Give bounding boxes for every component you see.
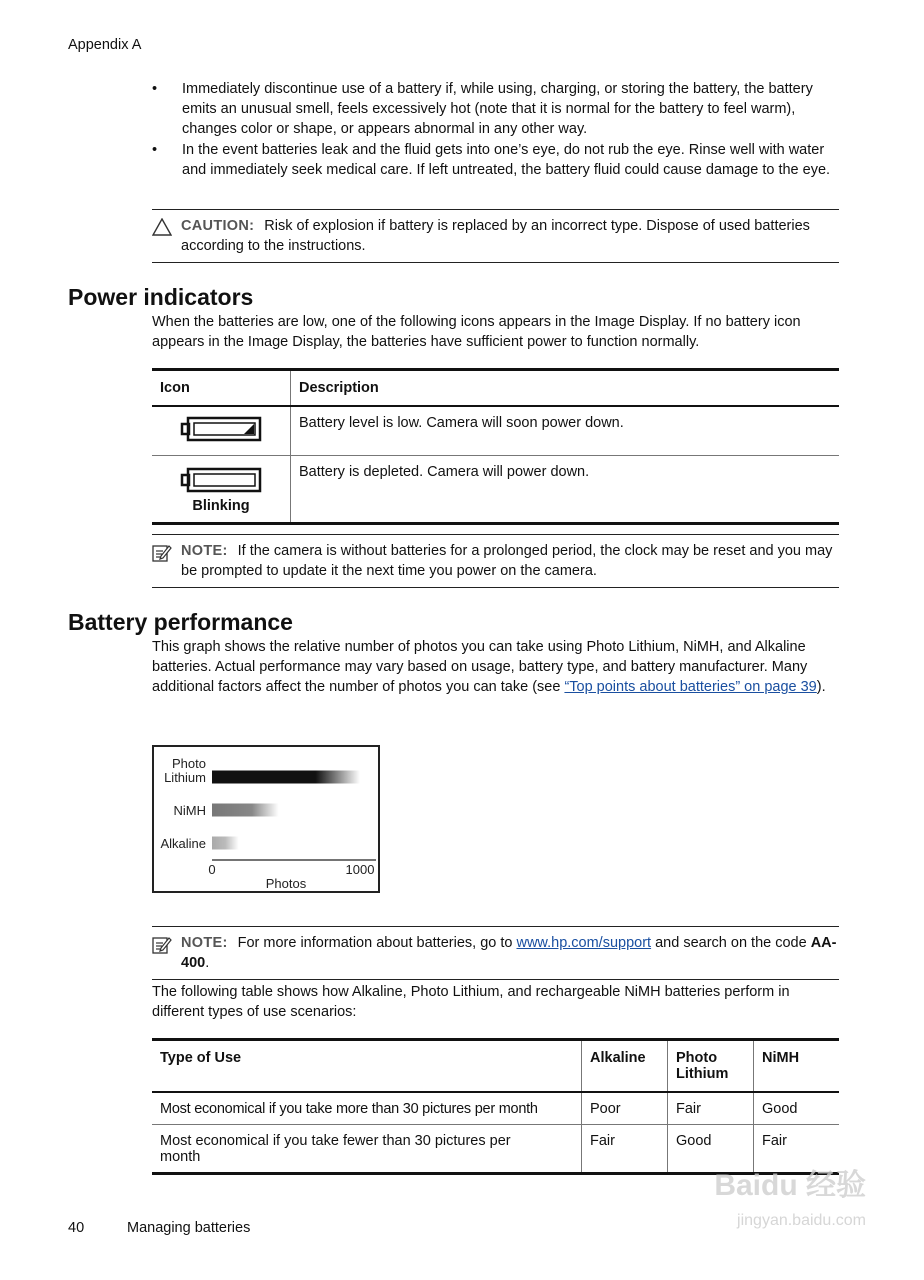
chart-tick-label: 0 — [208, 862, 216, 877]
table-row: Most economical if you take fewer than 30 pictures per month Fair Good Fair — [152, 1125, 839, 1174]
divider — [152, 209, 839, 210]
table-header: Type of Use — [152, 1040, 582, 1092]
battery-performance-chart — [152, 745, 380, 893]
divider — [152, 262, 839, 263]
bullet-dot-icon: • — [152, 81, 158, 97]
blinking-caption: Blinking — [192, 498, 250, 514]
note-label: NOTE: — [181, 543, 228, 559]
table-row — [152, 406, 839, 456]
battery-low-icon — [180, 431, 262, 447]
watermark-logo: Baidu 经验 — [714, 1169, 866, 1202]
battery-usage-table — [152, 1038, 839, 1175]
table-cell: Battery is depleted. Camera will power down. — [291, 456, 840, 524]
table-header: Photo Lithium — [668, 1040, 754, 1092]
note-label: NOTE: — [181, 935, 228, 951]
note-box: NOTE: For more information about batteries, go to www.hp.com/support and search on the code AA-400. — [152, 933, 842, 973]
support-code: AA-400 — [181, 935, 837, 971]
running-header: Appendix A — [68, 37, 142, 53]
chart-tick-label: 1000 — [345, 862, 375, 877]
caution-text: Risk of explosion if battery is replaced by an incorrect type. Dispose of used batteries according to the instructions. — [181, 218, 810, 254]
table-intro: The following table shows how Alkaline, Photo Lithium, and rechargeable NiMH batteries perform in different types of use scenarios: — [152, 984, 790, 1020]
divider — [152, 587, 839, 588]
chart-category-label: Lithium — [164, 770, 206, 785]
section-heading-performance: Battery performance — [68, 609, 293, 635]
table-header: Alkaline — [582, 1040, 668, 1092]
chart-category-label: Photo — [172, 756, 206, 771]
table-header: Description — [291, 370, 840, 407]
chart-bar-photo-lithium — [212, 771, 360, 784]
list-item: • In the event batteries leak and the fluid gets into one’s eye, do not rub the eye. Rinse well with water and immediately seek medical care. If left untreated, the battery fluid could cause damage to the eye. — [152, 142, 831, 178]
performance-intro: This graph shows the relative number of photos you can take using Photo Lithium, NiMH, and Alkaline batteries. Actual performance may vary based on usage, battery type, and battery manufacturer. Many additional factors affect the number of photos you can take (see “Top points about batteries” on page 39). — [152, 639, 826, 695]
chart-svg — [154, 747, 378, 891]
hp-support-link[interactable]: www.hp.com/support — [516, 935, 652, 951]
divider — [152, 926, 839, 927]
list-item: • Immediately discontinue use of a battery if, while using, charging, or storing the battery, the battery emits an unusual smell, feels excessively hot (note that it is normal for the battery to feel warm), changes color or shape, or appears abnormal in any other way. — [152, 81, 813, 137]
divider — [152, 534, 839, 535]
chart-bar-nimh — [212, 804, 279, 817]
chart-category-label: Alkaline — [160, 836, 206, 851]
note-text: If the camera is without batteries for a prolonged period, the clock may be reset and you may be prompted to update it the next time you power on the camera. — [181, 543, 833, 579]
chart-x-axis-label: Photos — [265, 876, 307, 891]
table-header: Icon — [152, 370, 291, 407]
watermark-url: jingyan.baidu.com — [737, 1212, 866, 1229]
bullet-dot-icon: • — [152, 142, 158, 158]
note-icon — [152, 543, 172, 569]
warning-triangle-icon — [152, 218, 172, 242]
top-points-link[interactable]: “Top points about batteries” on page 39 — [564, 679, 817, 695]
footer-section-title: Managing batteries — [127, 1220, 251, 1236]
power-intro: When the batteries are low, one of the following icons appears in the Image Display. If no battery icon appears in the Image Display, the batteries have sufficient power to function normally. — [152, 314, 801, 350]
battery-depleted-icon — [180, 482, 262, 498]
table-cell: Battery level is low. Camera will soon power down. — [291, 406, 840, 456]
power-indicator-table — [152, 368, 839, 525]
caution-label: CAUTION: — [181, 218, 255, 234]
page-number: 40 — [68, 1220, 85, 1236]
note-box — [152, 541, 842, 581]
note-icon — [152, 935, 172, 961]
caution-box — [152, 216, 842, 256]
chart-category-label: NiMH — [173, 803, 206, 818]
chart-bar-alkaline — [212, 837, 239, 850]
table-header: NiMH — [754, 1040, 840, 1092]
table-row: Most economical if you take more than 30 pictures per month Poor Fair Good — [152, 1092, 839, 1125]
safety-bullet-list — [152, 79, 842, 181]
divider — [152, 979, 839, 980]
section-heading-power: Power indicators — [68, 284, 254, 310]
table-row — [152, 456, 839, 524]
